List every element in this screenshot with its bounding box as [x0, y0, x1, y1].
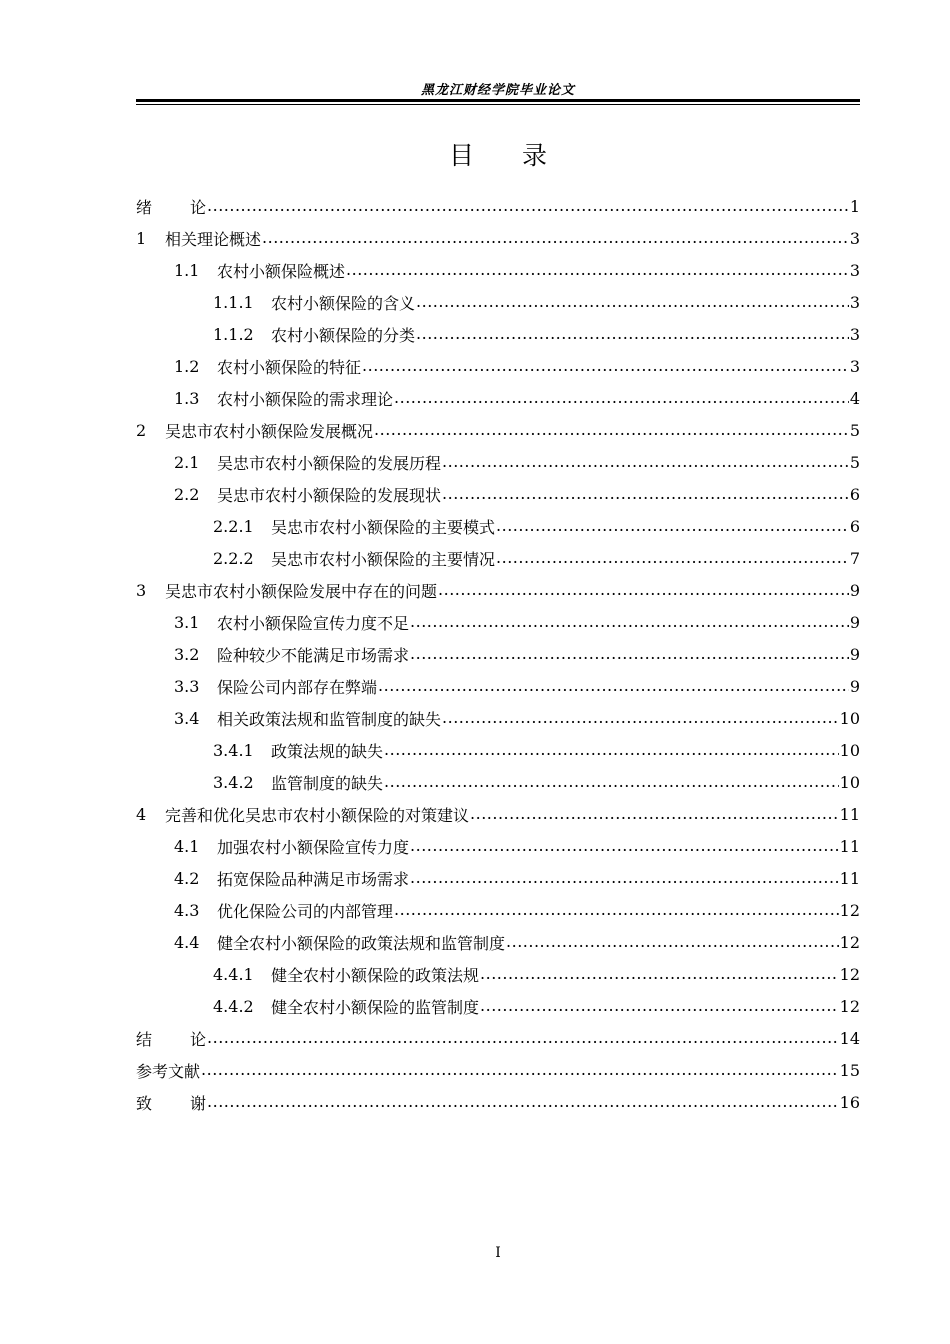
toc-entry-page: 3 [849, 260, 860, 280]
toc-entry-page: 10 [839, 708, 860, 728]
dot-leader [346, 261, 849, 279]
toc-entry-number: 1.1 [174, 260, 200, 280]
toc-entry-page: 3 [849, 324, 860, 344]
toc-entry[interactable] [136, 1054, 860, 1086]
toc-entry-title: 吴忠市农村小额保险的发展历程 [217, 453, 442, 473]
toc-entry[interactable] [136, 510, 860, 542]
toc-entry-title: 农村小额保险宣传力度不足 [217, 613, 410, 633]
toc-entry-page: 3 [849, 356, 860, 376]
toc-entry-title: 监管制度的缺失 [271, 773, 384, 793]
toc-heading [136, 136, 860, 172]
dot-leader [410, 837, 839, 855]
toc-entry[interactable] [136, 446, 860, 478]
toc-entry-title: 参考文献 [136, 1061, 201, 1081]
header-rule-thin [136, 104, 860, 105]
toc-entry-page: 12 [839, 932, 860, 952]
toc-entry-title: 完善和优化吴忠市农村小额保险的对策建议 [165, 805, 470, 825]
toc-entry-page: 11 [839, 804, 860, 824]
header-rule-thick [136, 99, 860, 102]
toc-entry[interactable] [136, 574, 860, 606]
toc-entry-title: 农村小额保险的分类 [271, 325, 416, 345]
toc-entry[interactable] [136, 606, 860, 638]
toc-entry[interactable] [136, 894, 860, 926]
dot-leader [207, 1093, 839, 1111]
toc-entry-page: 12 [839, 964, 860, 984]
toc-entry-title-char: 绪 [136, 197, 153, 217]
dot-leader [207, 1029, 839, 1047]
toc-entry[interactable] [136, 1086, 860, 1118]
toc-entry-number: 2 [136, 420, 147, 440]
toc-entry[interactable] [136, 254, 860, 286]
dot-leader [201, 1061, 839, 1079]
toc-entry-page: 16 [839, 1092, 860, 1112]
toc-entry[interactable] [136, 926, 860, 958]
toc-entry-title: 险种较少不能满足市场需求 [217, 645, 410, 665]
dot-leader [496, 517, 849, 535]
toc-entry[interactable] [136, 798, 860, 830]
toc-entry-number: 1 [136, 228, 147, 248]
toc-entry-number: 4.3 [174, 900, 200, 920]
table-of-contents [136, 190, 860, 1118]
toc-entry-number: 1.1.2 [213, 324, 254, 344]
toc-entry-title: 优化保险公司的内部管理 [217, 901, 394, 921]
toc-entry-title: 农村小额保险概述 [217, 261, 346, 281]
toc-entry-page: 10 [839, 740, 860, 760]
toc-entry-page: 5 [849, 452, 860, 472]
toc-entry-page: 6 [849, 516, 860, 536]
toc-entry-number: 3 [136, 580, 147, 600]
toc-entry-page: 9 [849, 644, 860, 664]
toc-entry-title [136, 1091, 206, 1114]
toc-entry[interactable] [136, 990, 860, 1022]
toc-entry[interactable] [136, 638, 860, 670]
dot-leader [416, 293, 849, 311]
toc-entry-number: 1.2 [174, 356, 200, 376]
dot-leader [384, 741, 839, 759]
dot-leader [262, 229, 849, 247]
toc-entry[interactable] [136, 862, 860, 894]
dot-leader [378, 677, 849, 695]
toc-entry[interactable] [136, 318, 860, 350]
toc-entry-title: 健全农村小额保险的政策法规和监管制度 [217, 933, 506, 953]
toc-entry-number: 1.1.1 [213, 292, 254, 312]
toc-entry-title-char: 论 [190, 1029, 207, 1049]
toc-heading-char-1: 目 [448, 141, 474, 170]
toc-entry[interactable] [136, 286, 860, 318]
toc-entry-title: 吴忠市农村小额保险的发展现状 [217, 485, 442, 505]
toc-entry[interactable] [136, 414, 860, 446]
toc-entry-page: 1 [849, 196, 860, 216]
toc-entry[interactable] [136, 190, 860, 222]
dot-leader [374, 421, 849, 439]
toc-entry-page: 5 [849, 420, 860, 440]
dot-leader [394, 389, 849, 407]
toc-entry-page: 11 [839, 868, 860, 888]
dot-leader [442, 485, 849, 503]
toc-entry-number: 2.2.2 [213, 548, 254, 568]
toc-entry[interactable] [136, 670, 860, 702]
toc-entry-number: 3.4.2 [213, 772, 254, 792]
toc-entry-page: 11 [839, 836, 860, 856]
toc-entry-title: 相关政策法规和监管制度的缺失 [217, 709, 442, 729]
toc-entry-page: 3 [849, 292, 860, 312]
toc-entry-title [136, 195, 206, 218]
toc-entry-page: 4 [849, 388, 860, 408]
toc-entry[interactable] [136, 382, 860, 414]
toc-entry[interactable] [136, 734, 860, 766]
toc-heading-char-2: 录 [522, 141, 548, 170]
toc-entry-title: 健全农村小额保险的政策法规 [271, 965, 480, 985]
toc-entry[interactable] [136, 958, 860, 990]
toc-entry-page: 12 [839, 900, 860, 920]
toc-entry-title: 政策法规的缺失 [271, 741, 384, 761]
toc-entry-page: 10 [839, 772, 860, 792]
dot-leader [480, 965, 839, 983]
toc-entry-page: 6 [849, 484, 860, 504]
toc-entry-title: 农村小额保险的特征 [217, 357, 362, 377]
toc-entry-title-char: 结 [136, 1029, 153, 1049]
running-header: 黑龙江财经学院毕业论文 [420, 83, 575, 98]
dot-leader [362, 357, 849, 375]
toc-entry-title-char: 论 [190, 197, 207, 217]
toc-entry-number: 3.2 [174, 644, 200, 664]
toc-entry-number: 4 [136, 804, 147, 824]
toc-entry-number: 4.4.2 [213, 996, 254, 1016]
toc-entry-title: 保险公司内部存在弊端 [217, 677, 378, 697]
toc-entry-number: 4.4.1 [213, 964, 254, 984]
dot-leader [384, 773, 839, 791]
toc-entry[interactable] [136, 830, 860, 862]
toc-entry-page: 9 [849, 612, 860, 632]
toc-entry-number: 3.3 [174, 676, 200, 696]
toc-entry[interactable] [136, 1022, 860, 1054]
toc-entry-number: 3.4.1 [213, 740, 254, 760]
dot-leader [496, 549, 849, 567]
toc-entry-title-char: 谢 [190, 1093, 207, 1113]
toc-entry-page: 15 [839, 1060, 860, 1080]
toc-entry-page: 9 [849, 676, 860, 696]
toc-entry-number: 4.1 [174, 836, 200, 856]
dot-leader [506, 933, 839, 951]
toc-entry-number: 2.1 [174, 452, 200, 472]
toc-entry-title: 吴忠市农村小额保险发展中存在的问题 [165, 581, 438, 601]
toc-entry-title: 农村小额保险的需求理论 [217, 389, 394, 409]
toc-entry[interactable] [136, 702, 860, 734]
dot-leader [442, 709, 839, 727]
toc-entry-title: 吴忠市农村小额保险的主要模式 [271, 517, 496, 537]
toc-entry-page: 14 [839, 1028, 860, 1048]
dot-leader [410, 645, 849, 663]
toc-entry[interactable] [136, 542, 860, 574]
toc-entry-title: 吴忠市农村小额保险发展概况 [165, 421, 374, 441]
toc-entry-number: 4.2 [174, 868, 200, 888]
toc-entry[interactable] [136, 766, 860, 798]
toc-entry-number: 2.2.1 [213, 516, 254, 536]
toc-entry-page: 7 [849, 548, 860, 568]
dot-leader [394, 901, 839, 919]
toc-entry-page: 12 [839, 996, 860, 1016]
dot-leader [410, 869, 839, 887]
dot-leader [480, 997, 839, 1015]
toc-entry-number: 1.3 [174, 388, 200, 408]
toc-entry-title [136, 1027, 206, 1050]
dot-leader [416, 325, 849, 343]
toc-entry-number: 3.1 [174, 612, 200, 632]
toc-entry-page: 3 [849, 228, 860, 248]
dot-leader [207, 197, 849, 215]
toc-entry[interactable] [136, 350, 860, 382]
toc-entry-number: 4.4 [174, 932, 200, 952]
dot-leader [438, 581, 849, 599]
dot-leader [470, 805, 839, 823]
dot-leader [442, 453, 849, 471]
dot-leader [410, 613, 849, 631]
toc-entry-title: 吴忠市农村小额保险的主要情况 [271, 549, 496, 569]
page-number: I [495, 1245, 501, 1261]
toc-entry-title: 农村小额保险的含义 [271, 293, 416, 313]
toc-entry-page: 9 [849, 580, 860, 600]
toc-entry[interactable] [136, 478, 860, 510]
toc-entry-title: 相关理论概述 [165, 229, 262, 249]
toc-entry-title-char: 致 [136, 1093, 153, 1113]
toc-entry[interactable] [136, 222, 860, 254]
toc-entry-number: 2.2 [174, 484, 200, 504]
toc-entry-title: 健全农村小额保险的监管制度 [271, 997, 480, 1017]
toc-entry-title: 拓宽保险品种满足市场需求 [217, 869, 410, 889]
toc-entry-title: 加强农村小额保险宣传力度 [217, 837, 410, 857]
toc-entry-number: 3.4 [174, 708, 200, 728]
